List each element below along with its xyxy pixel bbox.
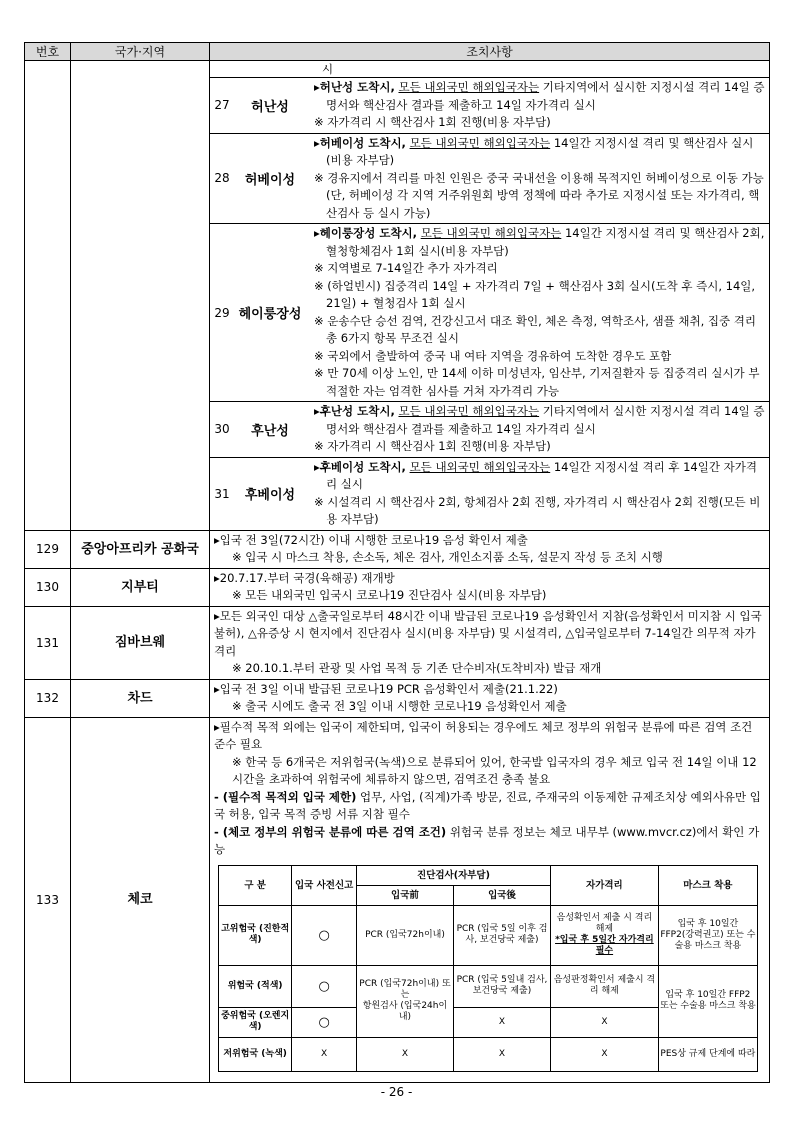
r1-prereg: ○ [292,905,357,965]
h-selfiso: 자가격리 [551,865,659,905]
measure-line: ※ 입국 시 마스크 착용, 손소독, 체온 검사, 개인소지품 소독, 설문지 작성 등 조치 시행 [232,550,663,564]
subregion-city: 허베이성 [234,133,306,224]
measure-line: ▸입국 전 3일 이내 발급된 코로나19 PCR 음성확인서 제출(21.1.22) [214,681,558,696]
subregion-measures [306,78,769,134]
country-row [25,606,770,679]
risk-category-table [218,865,758,1072]
subregion-num: 30 [210,402,234,458]
measure-line: ※ 자가격리 시 핵산검사 1회 진행(비용 자부담) [314,115,551,129]
country-name: 짐바브웨 [71,606,210,679]
measure-line: ※ 국외에서 출발하여 중국 내 여타 지역을 경유하여 도착한 경우도 포함 [314,348,672,363]
country-measures [210,530,770,568]
r2-after: PCR (입국 5일내 검사, 보건당국 제출) [453,965,550,1007]
subregion-measures [306,402,769,458]
header-country: 국가·지역 [71,43,210,61]
r1-name: 고위험국 (진한적색) [219,905,292,965]
country-num: 129 [25,530,71,568]
r4-before: X [356,1037,453,1071]
country-num: 130 [25,568,71,606]
subregion-city: 후난성 [234,402,306,458]
czech-line-2: ※ 한국 등 6개국은 저위험국(녹색)으로 분류되어 있어, 한국발 입국자의 경우 체코 입국 전 14일 이내 12시간을 초과하여 위험국에 체류하지 않으면, 검역조건 충족 불요 [232,754,757,786]
measure-line: ※ 20.10.1.부터 관광 및 사업 목적 등 기존 단수비자(도착비자) 발급 재개 [232,661,602,675]
r1-mask: 입국 후 10일간 FFP2(강력권고) 또는 수술용 마스크 착용 [658,905,757,965]
country-num: 132 [25,679,71,717]
subregion-measures [306,133,769,224]
subregion-num: 27 [210,78,234,134]
measure-line: ▸허베이성 도착시, 모든 내외국민 해외입국자는 14일간 지정시설 격리 및 핵산검사 실시(비용 자부담) [314,135,754,167]
r2-name: 위험국 (적색) [219,965,292,1007]
measure-line: ※ 운송수단 승선 검역, 건강신고서 대조 확인, 체온 측정, 역학조사, 샘플 채취, 집중 격리 총 6가지 항목 무조건 실시 [314,313,757,345]
country-measures [210,606,770,679]
measure-line: ▸모든 외국인 대상 △출국일로부터 48시간 이내 발급된 코로나19 음성확인서 지참(음성확인서 미지참 시 입국 불허), △유증상 시 현지에서 진단검사 실시(비용 자부담) 및 시설격리, △입국일로부터 7-14일간 의무적 자가격리 [214,608,762,658]
subregion-city: 후베이성 [234,457,306,530]
country-measures [210,679,770,717]
header-measures: 조치사항 [210,43,770,61]
page-number: - 26 - [380,1085,413,1099]
country-measures [210,568,770,606]
china-num-cell [25,61,71,531]
h-test: 진단검사(자부담) [356,865,550,885]
measure-line: ※ (하얼빈시) 집중격리 14일 + 자가격리 7일 + 핵산검사 3회 실시(도착 후 즉시, 14일, 21일) + 혈청검사 1회 실시 [314,278,756,310]
r3-prereg: ○ [292,1007,357,1037]
measures-table [24,42,770,1083]
subregion-city: 허난성 [234,78,306,134]
measure-line: ※ 출국 시에도 출국 전 3일 이내 시행한 코로나19 음성확인서 제출 [232,699,567,713]
measure-line: ▸입국 전 3일(72시간) 이내 시행한 코로나19 음성 확인서 제출 [214,532,528,547]
r4-prereg: X [292,1037,357,1071]
china-sub-cell [210,61,770,531]
country-num: 131 [25,606,71,679]
continued-text: 시 [306,61,769,78]
china-country-cell [71,61,210,531]
measure-line: ※ 경유지에서 격리를 마친 인원은 중국 국내선을 이용해 목적지인 허베이성으로 이동 가능(단, 허베이성 각 지역 거주위원회 방역 정책에 따라 추가로 지정시설 또는 자가격리, 핵산검사 등 실시 가능) [314,170,764,220]
subregion-num: 28 [210,133,234,224]
subregion-measures [306,457,769,530]
country-row [25,568,770,606]
r1-after: PCR (입국 5일 이후 검사, 보건당국 제출) [453,905,550,965]
r2-mask: 입국 후 10일간 FFP2 또는 수술용 마스크 착용 [658,965,757,1037]
subregion-row [210,457,769,530]
measure-line: ▸허난성 도착시, 모든 내외국민 해외입국자는 기타지역에서 실시한 지정시설 격리 14일 증명서와 핵산검사 결과를 제출하고 14일 자가격리 실시 [314,80,765,112]
r3-iso: X [551,1007,659,1037]
r3-name: 중위험국 (오렌지색) [219,1007,292,1037]
czech-line-4: - (체코 정부의 위험국 분류에 따른 검역 조건) 위험국 분류 정보는 체코 내무부 (www.mvcr.cz)에서 확인 가능 [214,824,760,856]
country-name: 지부티 [71,568,210,606]
h-before: 입국前 [356,885,453,905]
czech-measures [210,717,770,1082]
h-after: 입국後 [453,885,550,905]
czech-num: 133 [25,717,71,1082]
subregion-measures [306,224,769,402]
header-num: 번호 [25,43,71,61]
measure-line: ▸20.7.17.부터 국경(육해공) 재개방 [214,570,395,585]
china-subregion-table [210,61,769,530]
h-class: 구 분 [219,865,292,905]
measure-line: ▸헤이룽장성 도착시, 모든 내외국민 해외입국자는 14일간 지정시설 격리 및 핵산검사 2회, 혈청항체검사 1회 실시(비용 자부담) [314,226,765,258]
h-mask: 마스크 착용 [658,865,757,905]
measure-line: ※ 지역별로 7-14일간 추가 자가격리 [314,261,498,275]
country-row [25,530,770,568]
h-prereg: 입국 사전신고 [292,865,357,905]
r4-mask: PES상 규제 단계에 따라 [658,1037,757,1071]
r2-iso: 음성판정확인서 제출시 격리 해제 [551,965,659,1007]
subregion-num: 29 [210,224,234,402]
measure-line: ▸후베이성 도착시, 모든 내외국민 해외입국자는 14일간 지정시설 격리 후 14일간 자가격리 실시 [314,459,757,491]
r4-iso: X [551,1037,659,1071]
measure-line: ※ 시설격리 시 핵산검사 2회, 항체검사 2회 진행, 자가격리 시 핵산검사 2회 진행(모든 비용 자부담) [314,494,761,526]
r2-before: PCR (입국72h이내) 또는 항원검사 (입국24h이내) [356,965,453,1037]
czech-line-1: ▸필수적 목적 외에는 입국이 제한되며, 입국이 허용되는 경우에도 체코 정부의 위험국 분류에 따른 검역 조건 준수 필요 [214,719,753,751]
subregion-row [210,224,769,402]
subregion-row [210,402,769,458]
measure-line: ※ 자가격리 시 핵산검사 1회 진행(비용 자부담) [314,439,551,453]
subregion-row [210,133,769,224]
r1-before: PCR (입국72h이내) [356,905,453,965]
czech-name: 체코 [71,717,210,1082]
czech-line-3: - (필수적 목적외 입국 제한) 업무, 사업, (직계)가족 방문, 진료, 주재국의 이동제한 규제조치상 예외사유만 입국 허용, 입국 목적 증빙 서류 지참 필수 [214,789,761,821]
measure-line: ▸후난성 도착시, 모든 내외국민 해외입국자는 기타지역에서 실시한 지정시설 격리 14일 증명서와 핵산검사 결과를 제출하고 14일 자가격리 실시 [314,404,765,436]
measure-line: ※ 만 70세 이상 노인, 만 14세 이하 미성년자, 임산부, 기저질환자 등 집중격리 실시가 부적절한 자는 엄격한 심사를 거쳐 자가격리 가능 [314,366,760,398]
country-row [25,679,770,717]
r2-prereg: ○ [292,965,357,1007]
r3-after: X [453,1007,550,1037]
r1-iso: 음성확인서 제출 시 격리 해제 *입국 후 5일간 자가격리 필수 [551,905,659,965]
subregion-num: 31 [210,457,234,530]
subregion-city: 헤이룽장성 [234,224,306,402]
subregion-row [210,78,769,134]
country-name: 차드 [71,679,210,717]
country-name: 중앙아프리카 공화국 [71,530,210,568]
r4-name: 저위험국 (녹색) [219,1037,292,1071]
measure-line: ※ 모든 내외국민 입국시 코로나19 진단검사 실시(비용 자부담) [232,588,547,602]
r4-after: X [453,1037,550,1071]
